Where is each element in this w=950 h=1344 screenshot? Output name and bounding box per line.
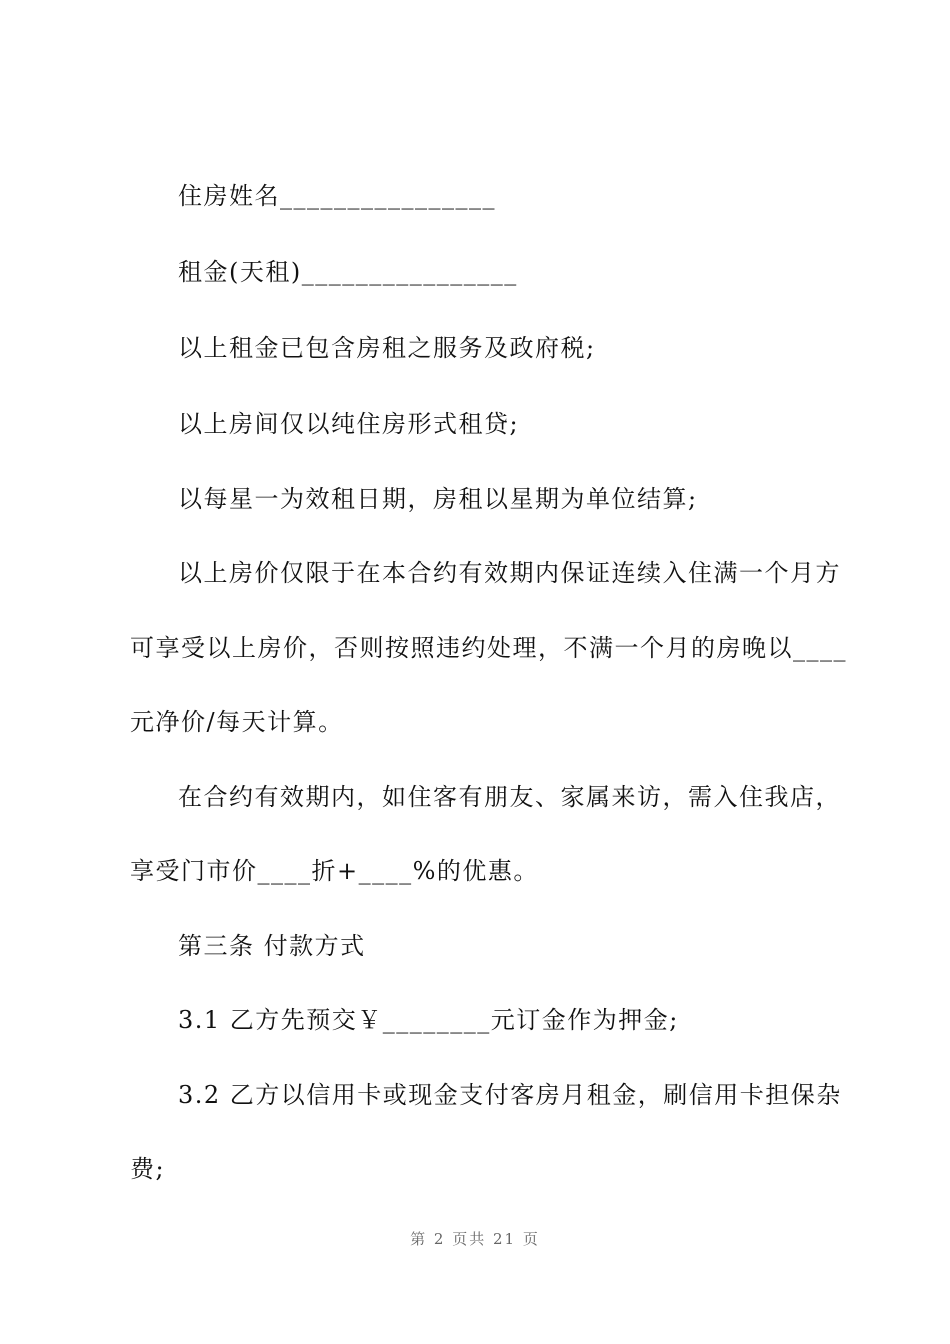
paragraph-line: 可享受以上房价，否则按照违约处理，不满一个月的房晚以____ [130, 634, 847, 662]
clause-item: 3.2 乙方以信用卡或现金支付客房月租金，刷信用卡担保杂 [178, 1081, 842, 1109]
paragraph-line: 以上租金已包含房租之服务及政府税; [178, 334, 596, 362]
paragraph-line: 在合约有效期内，如住客有朋友、家属来访，需入住我店， [178, 783, 841, 811]
field-resident-name: 住房姓名________________ [178, 182, 496, 210]
paragraph-line: 元净价/每天计算。 [130, 708, 344, 736]
field-rent-daily: 租金(天租)________________ [178, 258, 518, 286]
paragraph-line: 以上房间仅以纯住房形式租贷; [178, 410, 520, 438]
clause-item: 3.1 乙方先预交￥________元订金作为押金; [178, 1006, 679, 1034]
paragraph-line: 享受门市价____折+____%的优惠。 [130, 857, 539, 885]
section-heading: 第三条 付款方式 [178, 932, 366, 960]
page-number: 第 2 页共 21 页 [410, 1230, 540, 1248]
paragraph-line: 以上房价仅限于在本合约有效期内保证连续入住满一个月方 [178, 559, 841, 587]
clause-item: 费; [130, 1155, 166, 1183]
paragraph-line: 以每星一为效租日期，房租以星期为单位结算; [178, 485, 698, 513]
